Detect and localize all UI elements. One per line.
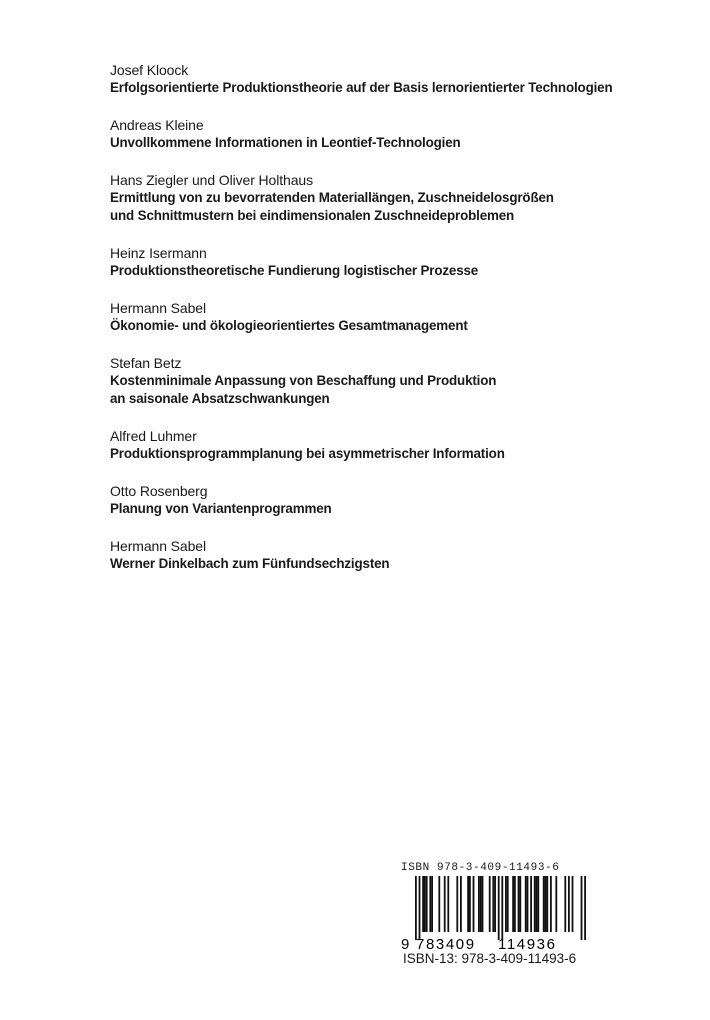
- barcode-bars: [415, 876, 586, 940]
- barcode-bar: [415, 876, 417, 940]
- barcode-bar: [550, 876, 552, 932]
- contribution-entry: [110, 244, 690, 280]
- contribution-title: [110, 262, 690, 280]
- author-name: Alfred Luhmer: [110, 428, 197, 444]
- title-line: Ökonomie- und ökologieorientiertes Gesamtmanagement: [110, 318, 468, 333]
- author-name: Stefan Betz: [110, 355, 182, 371]
- author-name: Heinz Isermann: [110, 245, 207, 261]
- barcode-bar: [514, 876, 516, 932]
- barcode-bar: [527, 876, 529, 932]
- barcode-bar: [555, 876, 557, 932]
- barcode-bar: [431, 876, 433, 932]
- barcode-bar: [519, 876, 521, 932]
- author-name: Otto Rosenberg: [110, 483, 208, 499]
- contents-list: [110, 61, 690, 592]
- barcode-bar: [498, 876, 500, 940]
- barcode-bar: [501, 876, 503, 940]
- barcode-bar: [584, 876, 586, 940]
- contribution-entry: [110, 299, 690, 335]
- title-line: Ermittlung von zu bevorratenden Materiallängen, Zuschneidelosgrößen: [110, 190, 554, 205]
- contribution-title: [110, 445, 690, 463]
- barcode-bar: [505, 876, 507, 932]
- barcode-bar: [444, 876, 446, 932]
- barcode-bar: [543, 876, 545, 932]
- barcode-bar: [467, 876, 469, 932]
- contribution-title: [110, 500, 690, 518]
- barcode-bar: [489, 876, 491, 932]
- barcode-bar: [473, 876, 475, 932]
- barcode-bar: [545, 876, 547, 932]
- title-line: Produktionstheoretische Fundierung logistischer Prozesse: [110, 263, 479, 278]
- barcode-bar: [537, 876, 539, 932]
- barcode-bar: [572, 876, 574, 932]
- contribution-entry: [110, 354, 690, 408]
- barcode-bar: [507, 876, 509, 932]
- barcode-digit-lead: 9: [401, 936, 410, 953]
- contribution-title: [110, 317, 690, 335]
- barcode-bar: [530, 876, 532, 932]
- contribution-title: [110, 134, 690, 152]
- contribution-entry: [110, 482, 690, 518]
- barcode-bar: [469, 876, 471, 932]
- barcode-bar: [429, 876, 431, 932]
- contribution-title: [110, 372, 690, 408]
- barcode-bar: [564, 876, 566, 932]
- barcode-bar: [546, 876, 548, 932]
- author-name: Josef Kloock: [110, 62, 189, 78]
- barcode-bar: [460, 876, 462, 932]
- barcode-bar: [480, 876, 482, 932]
- isbn-label-bottom: ISBN-13: 978-3-409-11493-6: [403, 951, 577, 966]
- barcode-bar: [426, 876, 428, 932]
- author-name: Hans Ziegler und Oliver Holthaus: [110, 172, 314, 188]
- barcode-bar: [422, 876, 424, 932]
- barcode-bar: [518, 876, 520, 932]
- contribution-title: [110, 189, 690, 225]
- title-line: Erfolgsorientierte Produktionstheorie auf der Basis lernorientierter Technologien: [110, 80, 613, 95]
- isbn-label-top: ISBN 978-3-409-11493-6: [401, 862, 560, 874]
- author-name: Hermann Sabel: [110, 300, 206, 316]
- barcode-bar: [512, 876, 514, 932]
- title-line: Planung von Variantenprogrammen: [110, 501, 332, 516]
- contribution-entry: [110, 427, 690, 463]
- contribution-entry: [110, 171, 690, 225]
- barcode-bar: [456, 876, 458, 932]
- barcode-bar: [447, 876, 449, 932]
- author-name: Andreas Kleine: [110, 117, 204, 133]
- barcode-bar: [494, 876, 496, 932]
- barcode-bar: [419, 876, 421, 940]
- barcode-bar: [525, 876, 527, 932]
- isbn-barcode-block: [397, 862, 597, 966]
- contribution-title: [110, 79, 690, 97]
- barcode-bar: [482, 876, 484, 932]
- contribution-entry: [110, 537, 690, 573]
- author-name: Hermann Sabel: [110, 538, 206, 554]
- title-line: Unvollkommene Informationen in Leontief-Technologien: [110, 135, 461, 150]
- barcode-bar: [536, 876, 538, 932]
- contribution-entry: [110, 116, 690, 152]
- barcode-bar: [478, 876, 480, 932]
- contribution-title: [110, 555, 690, 573]
- barcode-bar: [438, 876, 440, 932]
- title-line: Produktionsprogrammplanung bei asymmetrischer Information: [110, 446, 505, 461]
- title-line: an saisonale Absatzschwankungen: [110, 391, 330, 406]
- barcode-digits-left: 783409: [416, 936, 476, 953]
- barcode-bar: [534, 876, 536, 932]
- title-line: und Schnittmustern bei eindimensionalen Zuschneideproblemen: [110, 208, 515, 223]
- barcode-bar: [424, 876, 426, 932]
- barcode-bar: [568, 876, 570, 932]
- barcode-bar: [492, 876, 494, 932]
- barcode-digits-right: 114936: [498, 936, 557, 953]
- title-line: Kostenminimale Anpassung von Beschaffung und Produktion: [110, 373, 497, 388]
- ean13-barcode: [397, 876, 589, 954]
- barcode-bar: [581, 876, 583, 940]
- title-line: Werner Dinkelbach zum Fünfundsechzigsten: [110, 556, 390, 571]
- contribution-entry: [110, 61, 690, 97]
